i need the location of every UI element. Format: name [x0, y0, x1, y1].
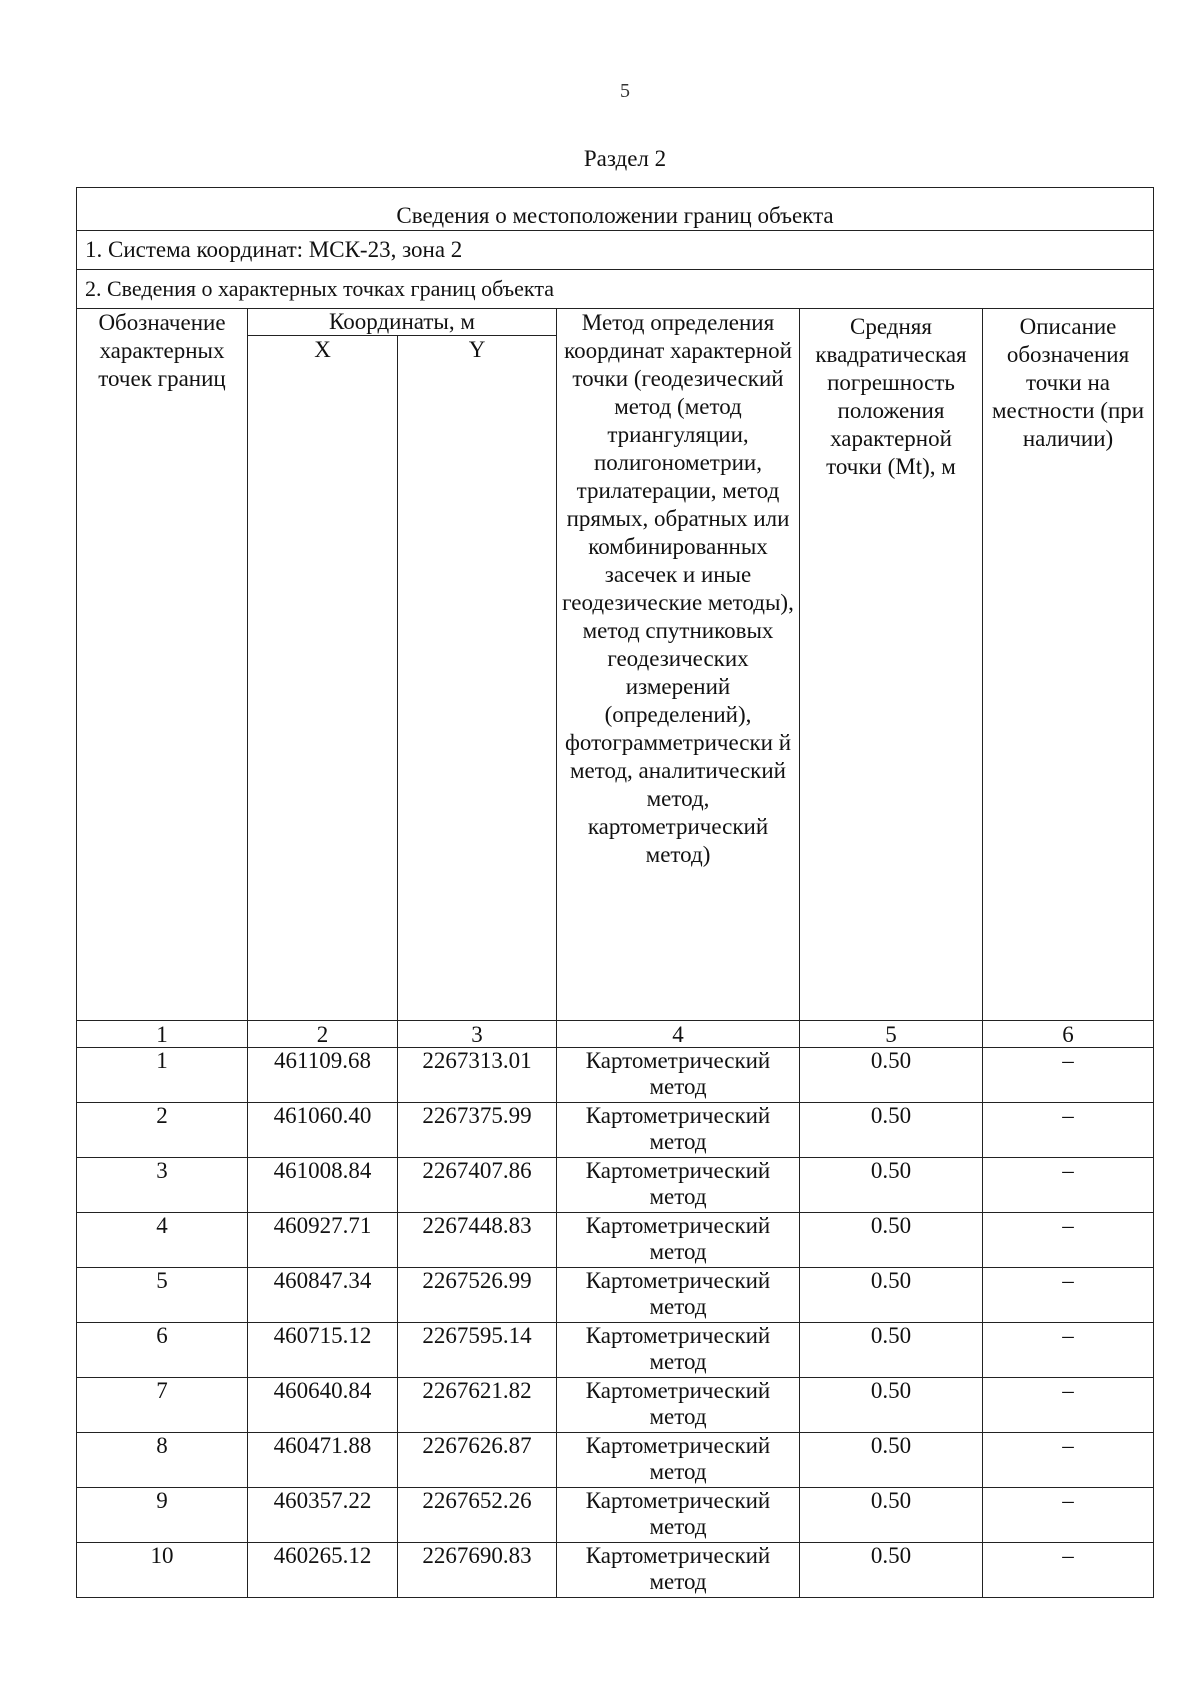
- cell-method: Картометрический метод: [557, 1048, 800, 1103]
- cell-point: 6: [77, 1323, 248, 1378]
- cell-y: 2267407.86: [398, 1158, 557, 1213]
- table-row: [77, 1433, 1154, 1488]
- header-description: Описание обозначения точки на местности (при наличии): [983, 309, 1154, 1021]
- cell-y: 2267626.87: [398, 1433, 557, 1488]
- page-number: 5: [620, 80, 630, 102]
- cell-error: 0.50: [800, 1323, 983, 1378]
- column-number: 2: [248, 1021, 398, 1048]
- cell-point: 9: [77, 1488, 248, 1543]
- table-row: [77, 1048, 1154, 1103]
- cell-point: 8: [77, 1433, 248, 1488]
- header-row: [77, 309, 1154, 336]
- header-coordinates: Координаты, м: [248, 309, 557, 336]
- cell-error: 0.50: [800, 1488, 983, 1543]
- cell-point: 3: [77, 1158, 248, 1213]
- table-body: [77, 1048, 1154, 1598]
- table-title: Сведения о местоположении границ объекта: [77, 188, 1154, 231]
- section-title: Раздел 2: [583, 146, 667, 171]
- cell-method: Картометрический метод: [557, 1103, 800, 1158]
- cell-error: 0.50: [800, 1268, 983, 1323]
- cell-point: 1: [77, 1048, 248, 1103]
- column-number: 3: [398, 1021, 557, 1048]
- cell-y: 2267313.01: [398, 1048, 557, 1103]
- cell-method: Картометрический метод: [557, 1378, 800, 1433]
- cell-description: –: [983, 1488, 1154, 1543]
- cell-description: –: [983, 1433, 1154, 1488]
- header-error: Средняя квадратическая погрешность положения характерной точки (Mt), м: [800, 309, 983, 1021]
- cell-y: 2267375.99: [398, 1103, 557, 1158]
- cell-method: Картометрический метод: [557, 1543, 800, 1598]
- cell-method: Картометрический метод: [557, 1158, 800, 1213]
- coordinate-system-row: [77, 231, 1154, 270]
- cell-point: 2: [77, 1103, 248, 1158]
- cell-description: –: [983, 1268, 1154, 1323]
- header-designation: Обозначение характерных точек границ: [77, 309, 248, 1021]
- table-row: [77, 1268, 1154, 1323]
- cell-x: 460847.34: [248, 1268, 398, 1323]
- cell-y: 2267690.83: [398, 1543, 557, 1598]
- table-row: [77, 1158, 1154, 1213]
- cell-x: 460927.71: [248, 1213, 398, 1268]
- table-title-row: [77, 188, 1154, 231]
- cell-x: 460715.12: [248, 1323, 398, 1378]
- cell-point: 5: [77, 1268, 248, 1323]
- cell-description: –: [983, 1378, 1154, 1433]
- cell-method: Картометрический метод: [557, 1433, 800, 1488]
- cell-method: Картометрический метод: [557, 1213, 800, 1268]
- cell-error: 0.50: [800, 1048, 983, 1103]
- cell-y: 2267448.83: [398, 1213, 557, 1268]
- table-row: [77, 1103, 1154, 1158]
- cell-point: 4: [77, 1213, 248, 1268]
- cell-y: 2267652.26: [398, 1488, 557, 1543]
- cell-error: 0.50: [800, 1378, 983, 1433]
- table-row: [77, 1378, 1154, 1433]
- cell-point: 10: [77, 1543, 248, 1598]
- table-row: [77, 1543, 1154, 1598]
- cell-x: 461008.84: [248, 1158, 398, 1213]
- cell-y: 2267595.14: [398, 1323, 557, 1378]
- column-numbers-row: [77, 1021, 1154, 1048]
- cell-error: 0.50: [800, 1213, 983, 1268]
- cell-error: 0.50: [800, 1103, 983, 1158]
- column-number: 4: [557, 1021, 800, 1048]
- cell-x: 460471.88: [248, 1433, 398, 1488]
- cell-point: 7: [77, 1378, 248, 1433]
- header-y: Y: [398, 336, 557, 1021]
- column-number: 5: [800, 1021, 983, 1048]
- cell-method: Картометрический метод: [557, 1323, 800, 1378]
- cell-x: 460357.22: [248, 1488, 398, 1543]
- table-row: [77, 1488, 1154, 1543]
- cell-y: 2267526.99: [398, 1268, 557, 1323]
- cell-x: 461109.68: [248, 1048, 398, 1103]
- cell-method: Картометрический метод: [557, 1488, 800, 1543]
- column-number: 6: [983, 1021, 1154, 1048]
- header-x: X: [248, 336, 398, 1021]
- cell-y: 2267621.82: [398, 1378, 557, 1433]
- cell-x: 460640.84: [248, 1378, 398, 1433]
- cell-x: 461060.40: [248, 1103, 398, 1158]
- points-heading-row: [77, 270, 1154, 309]
- cell-x: 460265.12: [248, 1543, 398, 1598]
- cell-error: 0.50: [800, 1158, 983, 1213]
- cell-method: Картометрический метод: [557, 1268, 800, 1323]
- coordinate-system: 1. Система координат: МСК-23, зона 2: [77, 231, 1154, 270]
- column-number: 1: [77, 1021, 248, 1048]
- cell-description: –: [983, 1158, 1154, 1213]
- cell-description: –: [983, 1048, 1154, 1103]
- points-heading: 2. Сведения о характерных точках границ объекта: [77, 270, 1154, 309]
- cell-description: –: [983, 1543, 1154, 1598]
- cell-description: –: [983, 1213, 1154, 1268]
- cell-description: –: [983, 1323, 1154, 1378]
- cell-description: –: [983, 1103, 1154, 1158]
- boundary-points-table: [76, 187, 1154, 1598]
- cell-error: 0.50: [800, 1433, 983, 1488]
- header-method: Метод определения координат характерной точки (геодезический метод (метод триангуляции, полигонометрии, трилатерации, метод прямых, обратных или комбинированных засечек и иные геодезические методы), метод спутниковых геодезических измерений (определений), фотограмметрически й метод, аналитический метод, картометрический метод): [557, 309, 800, 1021]
- table-row: [77, 1323, 1154, 1378]
- cell-error: 0.50: [800, 1543, 983, 1598]
- table-row: [77, 1213, 1154, 1268]
